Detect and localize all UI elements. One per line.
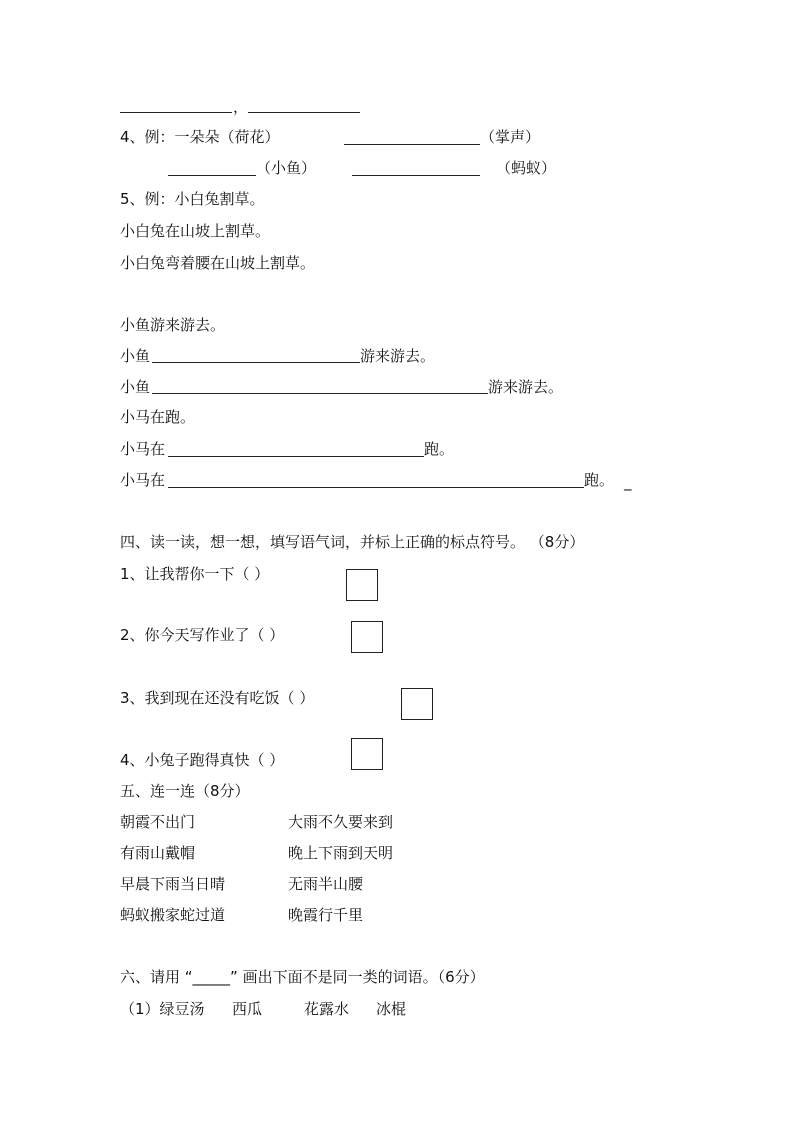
- q4-word-3: （蚂蚁）: [496, 159, 557, 177]
- punctuation-box-2[interactable]: [351, 621, 383, 653]
- section4-item-4: 4、小兔子跑得真快（ ）: [120, 751, 285, 769]
- q5-horse-suffix-2: 跑。: [584, 471, 615, 489]
- section4-item-1: 1、让我帮你一下（ ）: [120, 565, 270, 583]
- q5-horse-blank-1[interactable]: [168, 456, 424, 457]
- answer-blank-top-2[interactable]: [248, 112, 360, 113]
- punctuation-box-3[interactable]: [401, 688, 433, 720]
- q5-fish-prefix-2: 小鱼: [120, 378, 151, 396]
- proverb-right-4[interactable]: 晚霞行千里: [288, 906, 364, 924]
- proverb-right-2[interactable]: 晚上下雨到天明: [288, 844, 394, 862]
- section4-title: 四、读一读，想一想，填写语气词，并标上正确的标点符号。 （8分）: [120, 533, 585, 551]
- proverb-left-3[interactable]: 早晨下雨当日晴: [120, 875, 226, 893]
- section6-item1-label: （1）绿豆汤: [120, 1000, 205, 1018]
- proverb-right-1[interactable]: 大雨不久要来到: [288, 813, 394, 831]
- punctuation-box-1[interactable]: [346, 569, 378, 601]
- proverb-left-4[interactable]: 蚂蚁搬家蛇过道: [120, 906, 226, 924]
- word-option-3[interactable]: 冰棍: [376, 1000, 407, 1018]
- proverb-left-1[interactable]: 朝霞不出门: [120, 813, 196, 831]
- word-option-2[interactable]: 花露水: [304, 1000, 350, 1018]
- section6-title: 六、请用 “_____” 画出下面不是同一类的词语。（6分）: [120, 968, 485, 986]
- word-option-1[interactable]: 西瓜: [232, 1000, 263, 1018]
- stray-underscore: _: [624, 473, 632, 491]
- punctuation-box-4[interactable]: [351, 738, 383, 770]
- q4-word-2: （小鱼）: [256, 159, 317, 177]
- q4-blank-3[interactable]: [352, 175, 480, 176]
- q4-blank-1[interactable]: [344, 144, 480, 145]
- q5-example-line3: 小白兔弯着腰在山坡上割草。: [120, 254, 316, 272]
- q5-horse-prefix-2: 小马在: [120, 471, 166, 489]
- section5-title: 五、连一连（8分）: [120, 782, 250, 800]
- q4-word-1: （掌声）: [480, 128, 541, 146]
- q5-fish-blank-1[interactable]: [152, 362, 360, 363]
- q5-fish-blank-2[interactable]: [152, 393, 488, 394]
- q5-horse-blank-2[interactable]: [168, 487, 584, 488]
- q5-fish-suffix-2: 游来游去。: [488, 378, 564, 396]
- q5-fish-base: 小鱼游来游去。: [120, 316, 226, 334]
- q5-fish-prefix-1: 小鱼: [120, 347, 151, 365]
- q4-example: 4、例：一朵朵（荷花）: [120, 128, 280, 146]
- q5-example-line2: 小白兔在山坡上割草。: [120, 222, 271, 240]
- comma: ，: [233, 98, 249, 116]
- q5-example: 5、例：小白兔割草。: [120, 190, 265, 208]
- q5-horse-suffix-1: 跑。: [424, 440, 455, 458]
- q5-horse-base: 小马在跑。: [120, 408, 196, 426]
- q4-blank-2[interactable]: [168, 175, 256, 176]
- section4-item-2: 2、你今天写作业了（ ）: [120, 626, 285, 644]
- q5-fish-suffix-1: 游来游去。: [360, 347, 436, 365]
- section4-item-3: 3、我到现在还没有吃饭（ ）: [120, 689, 315, 707]
- q5-horse-prefix-1: 小马在: [120, 440, 166, 458]
- proverb-right-3[interactable]: 无雨半山腰: [288, 875, 364, 893]
- proverb-left-2[interactable]: 有雨山戴帽: [120, 844, 196, 862]
- answer-blank-top-1[interactable]: [120, 112, 232, 113]
